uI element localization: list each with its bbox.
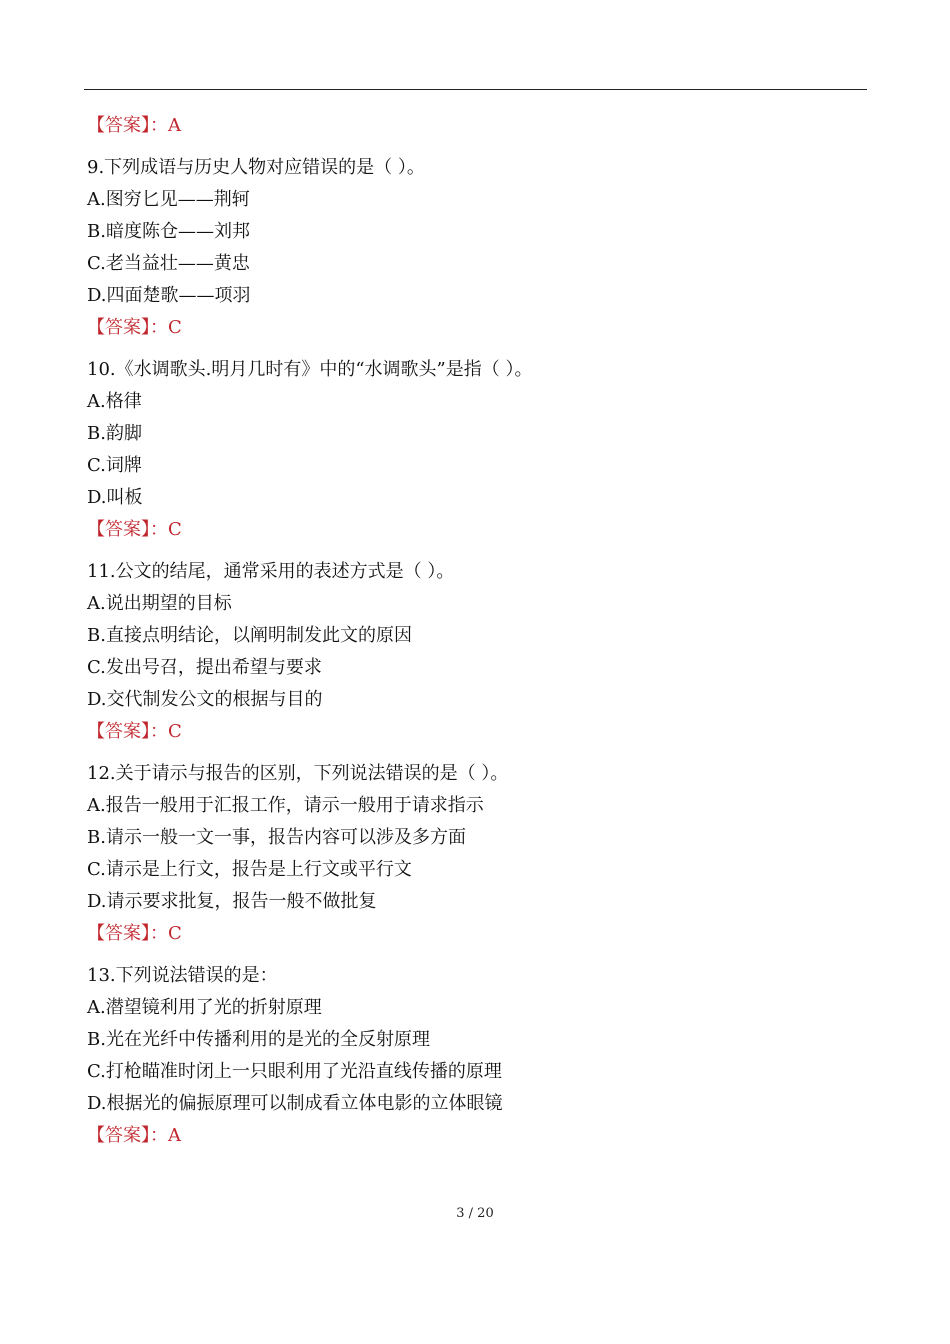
option-d: D.根据光的偏振原理可以制成看立体电影的立体眼镜 bbox=[87, 1093, 503, 1114]
option-c: C.发出号召，提出希望与要求 bbox=[87, 657, 322, 678]
option-d: D.交代制发公文的根据与目的 bbox=[87, 689, 323, 710]
question-stem: 12.关于请示与报告的区别，下列说法错误的是（ ）。 bbox=[87, 763, 509, 784]
question-stem: 13.下列说法错误的是： bbox=[87, 965, 278, 986]
option-b: B.韵脚 bbox=[87, 423, 142, 444]
answer-label: 【答案】：C bbox=[87, 923, 182, 944]
option-d: D.四面楚歌——项羽 bbox=[87, 285, 251, 306]
question-block bbox=[87, 354, 867, 546]
option-d: D.叫板 bbox=[87, 487, 143, 508]
document-body bbox=[87, 110, 867, 1162]
answer-label: 【答案】：C bbox=[87, 317, 182, 338]
option-b: B.光在光纤中传播利用的是光的全反射原理 bbox=[87, 1029, 430, 1050]
option-d: D.请示要求批复，报告一般不做批复 bbox=[87, 891, 377, 912]
question-block bbox=[87, 960, 867, 1152]
question-block bbox=[87, 556, 867, 748]
question-block bbox=[87, 758, 867, 950]
option-b: B.直接点明结论，以阐明制发此文的原因 bbox=[87, 625, 412, 646]
option-b: B.请示一般一文一事，报告内容可以涉及多方面 bbox=[87, 827, 466, 848]
option-a: A.图穷匕见——荆轲 bbox=[87, 189, 250, 210]
question-block bbox=[87, 152, 867, 344]
option-a: A.说出期望的目标 bbox=[87, 593, 232, 614]
header-rule bbox=[84, 89, 867, 90]
answer-label: 【答案】：C bbox=[87, 721, 182, 742]
option-a: A.格律 bbox=[87, 391, 142, 412]
answer-label: 【答案】：A bbox=[87, 115, 181, 136]
answer-label: 【答案】：A bbox=[87, 1125, 181, 1146]
option-a: A.报告一般用于汇报工作，请示一般用于请求指示 bbox=[87, 795, 484, 816]
answer-label: 【答案】：C bbox=[87, 519, 182, 540]
question-stem: 9.下列成语与历史人物对应错误的是（ ）。 bbox=[87, 157, 425, 178]
option-c: C.请示是上行文，报告是上行文或平行文 bbox=[87, 859, 412, 880]
page-number: 3 / 20 bbox=[456, 1206, 494, 1221]
option-c: C.打枪瞄准时闭上一只眼利用了光沿直线传播的原理 bbox=[87, 1061, 502, 1082]
option-c: C.词牌 bbox=[87, 455, 142, 476]
question-stem: 10.《水调歌头.明月几时有》中的“水调歌头”是指（ ）。 bbox=[87, 359, 533, 380]
option-a: A.潜望镜利用了光的折射原理 bbox=[87, 997, 322, 1018]
option-b: B.暗度陈仓——刘邦 bbox=[87, 221, 250, 242]
question-stem: 11.公文的结尾，通常采用的表述方式是（ ）。 bbox=[87, 561, 455, 582]
option-c: C.老当益壮——黄忠 bbox=[87, 253, 250, 274]
